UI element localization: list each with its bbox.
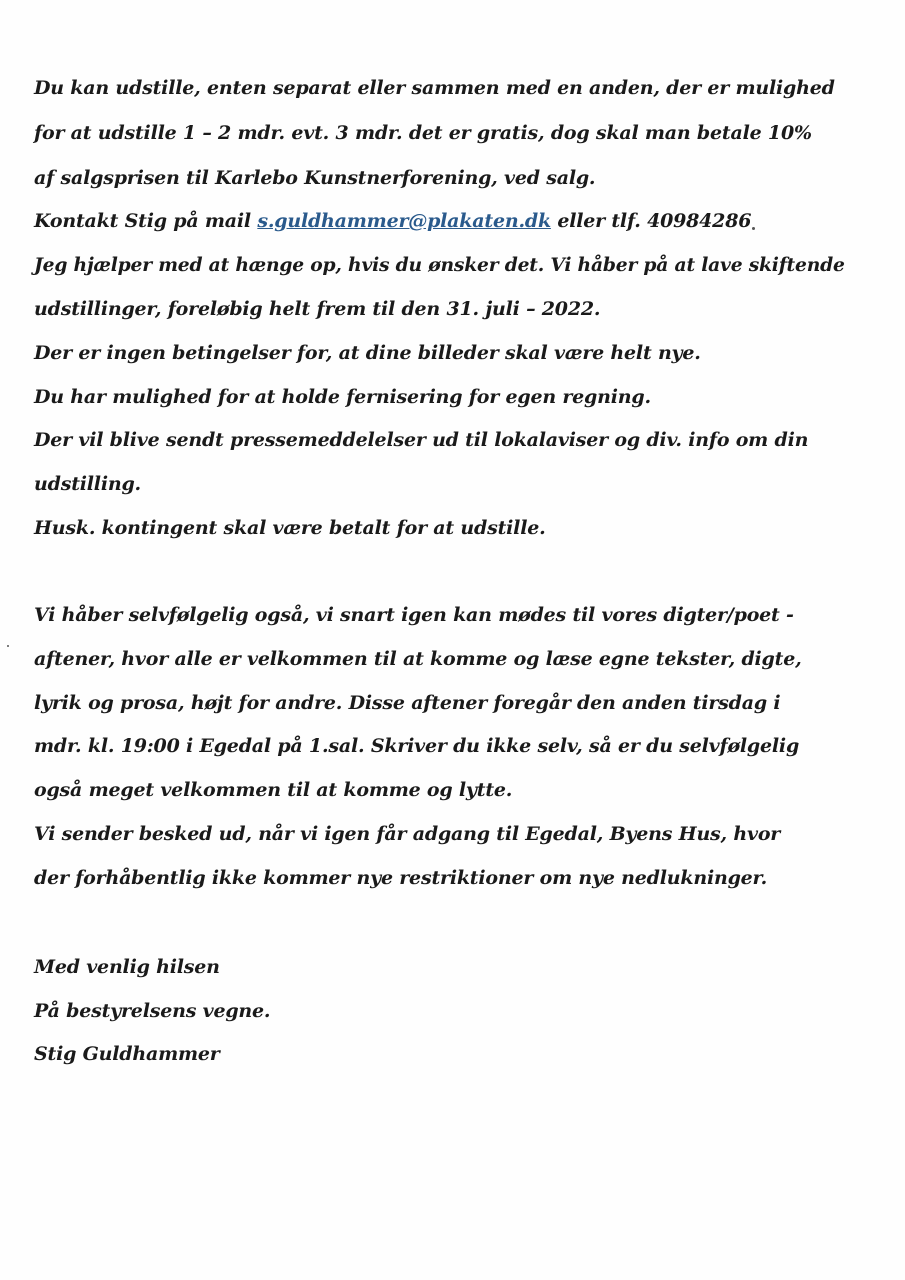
p2-line-2: aftener, hvor alle er velkommen til at komme og læse egne tekster, digte, [34, 648, 802, 670]
closing-behalf: På bestyrelsens vegne. [34, 1000, 271, 1022]
p1-line-10: udstilling. [34, 473, 141, 495]
p1-line-3: af salgsprisen til Karlebo Kunstnerforening, ved salg. [34, 167, 596, 189]
p2-line-5: også meget velkommen til at komme og lytte. [34, 779, 513, 801]
p1-line-1: Du kan udstille, enten separat eller sammen med en anden, der er mulighed [34, 77, 835, 99]
p2-line-3: lyrik og prosa, højt for andre. Disse aftener foregår den anden tirsdag i [34, 692, 781, 714]
phone-text: eller tlf. 40984286 [550, 210, 752, 232]
scan-speck [752, 227, 755, 230]
scan-speck [7, 645, 9, 647]
email-link[interactable]: s.guldhammer@plakaten.dk [257, 210, 551, 232]
contact-prefix: Kontakt Stig på mail [34, 210, 258, 232]
p2-line-4: mdr. kl. 19:00 i Egedal på 1.sal. Skriver du ikke selv, så er du selvfølgelig [34, 735, 800, 757]
p2-line-6: Vi sender besked ud, når vi igen får adgang til Egedal, Byens Hus, hvor [34, 823, 781, 845]
p1-line-9: Der vil blive sendt pressemeddelelser ud til lokalaviser og div. info om din [34, 429, 809, 451]
p1-line-6: udstillinger, foreløbig helt frem til den 31. juli – 2022. [34, 298, 601, 320]
p1-line-5: Jeg hjælper med at hænge op, hvis du ønsker det. Vi håber på at lave skiftende [34, 254, 845, 276]
contact-line [34, 210, 751, 232]
p1-line-11: Husk. kontingent skal være betalt for at udstille. [34, 517, 546, 539]
signature-name: Stig Guldhammer [34, 1043, 220, 1065]
p2-line-7: der forhåbentlig ikke kommer nye restriktioner om nye nedlukninger. [34, 867, 768, 889]
closing-greeting: Med venlig hilsen [34, 956, 220, 978]
p1-line-8: Du har mulighed for at holde fernisering for egen regning. [34, 386, 651, 408]
p1-line-2: for at udstille 1 – 2 mdr. evt. 3 mdr. det er gratis, dog skal man betale 10% [34, 122, 812, 144]
p2-line-1: Vi håber selvfølgelig også, vi snart igen kan mødes til vores digter/poet - [34, 604, 794, 626]
p1-line-7: Der er ingen betingelser for, at dine billeder skal være helt nye. [34, 342, 701, 364]
